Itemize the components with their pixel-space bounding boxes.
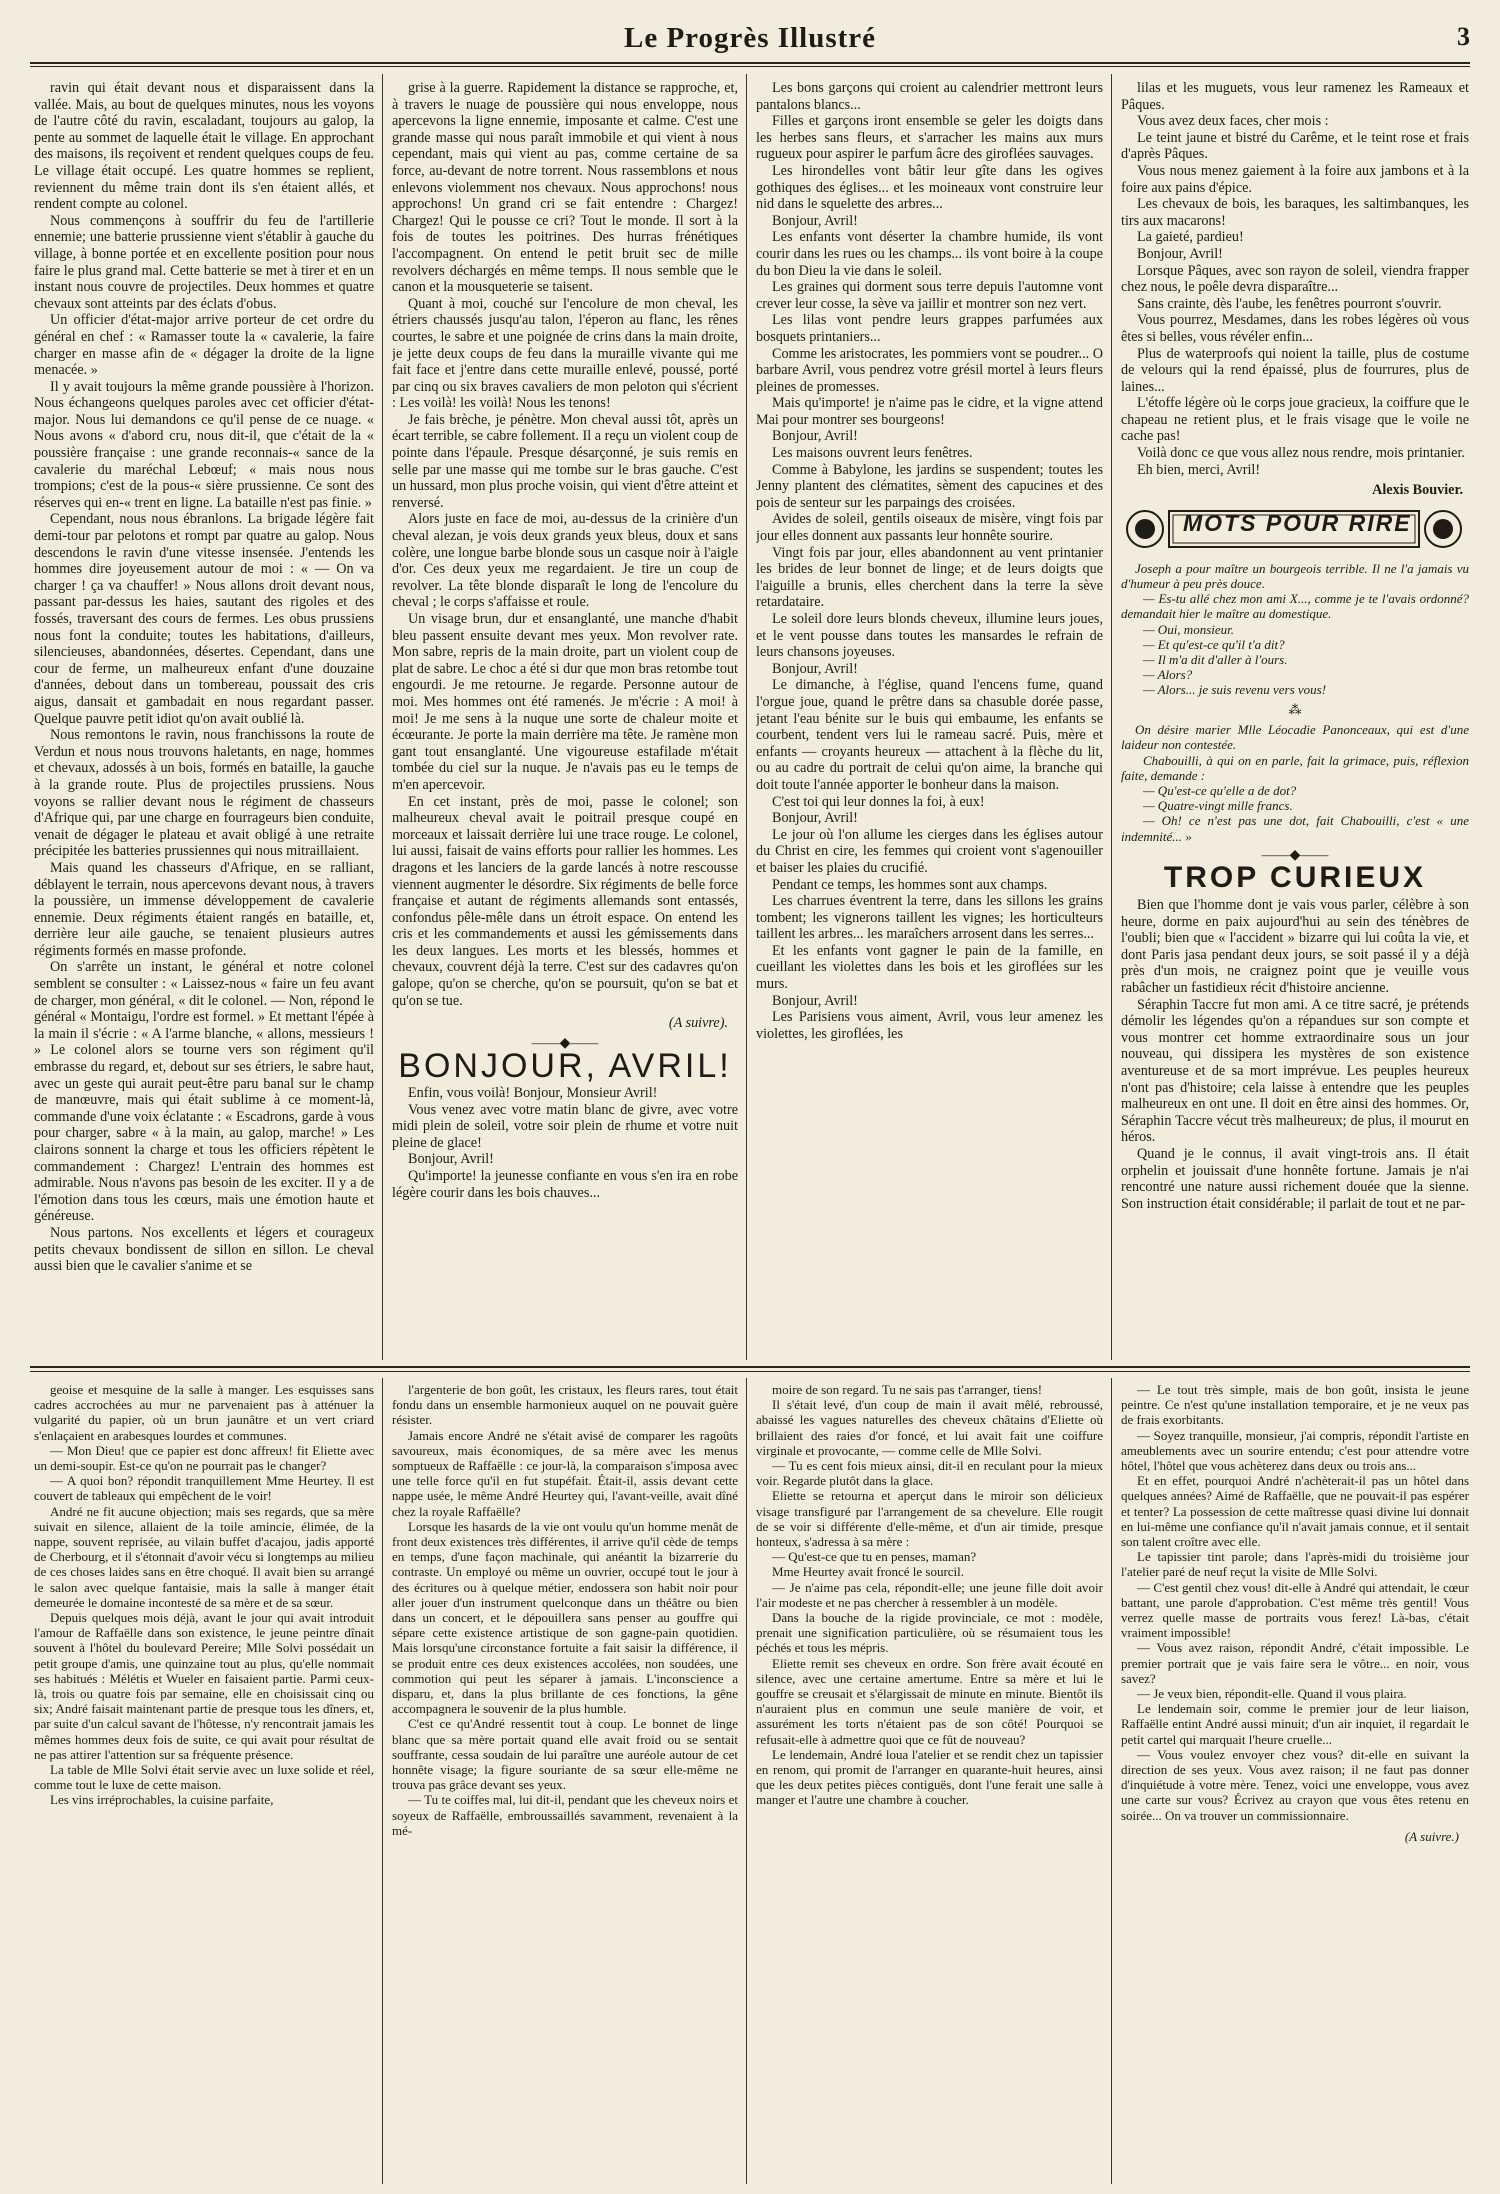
joke-line: — Et qu'est-ce qu'il t'a dit?: [1143, 636, 1285, 652]
ornament-icon: ——◆——: [531, 1035, 599, 1051]
joke-line: — Oh! ce n'est pas une dot, fait Chabouilli, c'est « une indemnité... »: [1121, 813, 1469, 844]
feuilleton-column-4: [1121, 1382, 1469, 2184]
paragraph: — Tu es cent fois mieux ainsi, dit-il en reculant pour la mieux voir. Regarde plutôt dans la glace.: [756, 1458, 1103, 1489]
paragraph: Vous pourrez, Mesdames, dans les robes légères où vous êtes si belles, vous révéler enfin...: [1121, 312, 1469, 345]
joke-line: — Quatre-vingt mille francs.: [1143, 798, 1293, 814]
paragraph: Je fais brèche, je pénètre. Mon cheval aussi tôt, après un écart terrible, se cabre follement. Il a reçu un violent coup de pointe dans l'épaule. Presque désarçonné, je suis remis en selle par une masse qui me tombe sur le bras gauche. C'est un hussard, mon plus proche voisin, qui vient d'être atteint et renversé.: [392, 411, 738, 511]
ornament-icon: ——◆——: [1261, 847, 1329, 863]
paragraph: — Le tout très simple, mais de bon goût, insista le jeune peintre. Ce n'est qu'une installation temporaire, et je ne veux pas de frais exorbitants.: [1121, 1382, 1469, 1428]
paragraph: L'étoffe légère où le corps joue gracieux, la coiffure que le chapeau ne retient plus, et le frais visage que le voile ne cache pas!: [1121, 395, 1469, 445]
mots-pour-rire-banner: [1121, 505, 1469, 553]
paragraph: Le tapissier tint parole; dans l'après-midi du troisième jour l'atelier paré de neuf reçut la visite de Mlle Solvi.: [1121, 1549, 1469, 1580]
paragraph: Jamais encore André ne s'était avisé de comparer les ragoûts savoureux, mais économiques, de sa mère avec les menus somptueux de Raffaëlle : ce jour-là, la comparaison s'imposa avec une telle force qu'il en fut stupéfait. Était-il, assis devant cette nappe usée, le même André Heurtey qui, l'avant-veille, avait dîné chez la royale Raffaëlle?: [392, 1427, 738, 1519]
paragraph: — Soyez tranquille, monsieur, j'ai compris, répondit l'artiste en ameublements avec un sourire entendu; c'est pour attendre votre hôtel, l'hôtel que vous achèterez dans deux ou trois ans...: [1121, 1427, 1469, 1474]
feuilleton-column-1: [34, 1382, 374, 2184]
column-serial-2: [392, 80, 738, 1358]
paragraph: Voilà donc ce que vous allez nous rendre, mois printanier.: [1137, 445, 1465, 462]
paragraph: Bonjour, Avril!: [772, 212, 858, 229]
separator-stars-icon: ⁂: [1288, 701, 1302, 717]
paragraph: Les Parisiens vous aiment, Avril, vous leur amenez les violettes, les giroflées, les: [756, 1009, 1103, 1042]
paragraph: Les charrues éventrent la terre, dans les sillons les grains tombent; les vignerons taillent les vignes; les horticulteurs taillent les arbres... les maraîchers arrosent dans les serres...: [756, 893, 1103, 943]
paragraph: Depuis quelques mois déjà, avant le jour qui avait introduit l'amour de Raffaëlle dans son existence, le jeune peintre dînait souvent à l'hôtel du boulevard Pereire; Mlle Solvi possédait un petit groupe d'amis, une quinzaine tout au plus, qu'elle nommait ses habitués : Mélétis et Wueler en faisaient partie. Parmi ceux-là, trois ou quatre fois par semaine, elle en choisissait cinq ou six; André faisait maintenant partie de presque tous les dîners, et, par suite d'un calcul savant de l'hôtesse, n'y rencontrait jamais les mêmes hommes deux fois de suite, ce qui avait pour résultat de ne pas attirer l'attention sur sa fréquente présence.: [34, 1610, 374, 1762]
paragraph: Comme à Babylone, les jardins se suspendent; toutes les Jenny plantent des clématites, sèment des capucines et des pois de senteur sur les parpaings des croisées.: [756, 461, 1103, 511]
paragraph: On s'arrête un instant, le général et notre colonel semblent se consulter : « Laissez-nous « faire un feu avant de charger, mon général, « dit le colonel. — Non, répond le général « Montaigu, l'ordre est formel. » Et mettant l'épée à la main il s'écrie : « A l'arme blanche, « allons, messieurs ! » Le colonel alors se tourne vers son régiment qu'il embrasse du regard, et, debout sur ses étriers, le sabre haut, avec un geste qui aurait peut-être paru banal sur le champ de manœuvre, mais qui était sublime à ce moment-là, commande d'une voix éclatante : « Escadrons, garde à vous pour charger, sabre « à la main, au galop, marche! » Les clairons sonnent la charge et tous les officiers répètent le commandement : Chargez! L'entrain des hommes est admirable. Nous n'avons pas besoin de les exciter. Il y a de l'émotion dans tous les cœurs, mais une émotion haute et généreuse.: [34, 959, 374, 1225]
feuilleton-column-2: [392, 1382, 738, 2184]
paragraph: Eh bien, merci, Avril!: [1137, 461, 1261, 478]
paragraph: Le lendemain soir, comme le premier jour de leur liaison, Raffaëlle entint André aussi minuit; d'un air inquiet, il regardait le petit cartel qui marquait l'heure cruelle...: [1121, 1701, 1469, 1747]
paragraph: — Vous voulez envoyer chez vous? dit-elle en suivant la direction de ses yeux. Vous avez raison; il ne faut pas donner d'inquiétude à votre mère. Tenez, voici une enveloppe, vous avez une carte sur vous? Écrivez au crayon que vous êtes retenu en soirée... On va trouver un commissionnaire.: [1121, 1746, 1469, 1823]
column-rule: [1111, 1378, 1112, 2184]
paragraph: Vous avez deux faces, cher mois :: [1137, 113, 1329, 130]
section-rule-thin: [30, 1371, 1470, 1372]
paragraph: Les chevaux de bois, les baraques, les saltimbanques, les tirs aux macarons!: [1121, 196, 1469, 229]
joke-line: Joseph a pour maître un bourgeois terrible. Il ne l'a jamais vu d'humeur à peu près douce.: [1121, 560, 1469, 592]
paragraph: Vous venez avec votre matin blanc de givre, avec votre midi plein de soleil, votre soir plein de rhume et votre nuit pleine de glace!: [392, 1101, 738, 1151]
paragraph: Lorsque Pâques, avec son rayon de soleil, viendra frapper chez nous, le poêle devra disparaître...: [1121, 262, 1469, 296]
paragraph: Un visage brun, dur et ensanglanté, une manche d'habit bleu passent ensuite devant mes yeux. Mon revolver rate. Mon sabre, repris de la main droite, part un violent coup de plat de sabre. Le choc a été si dur que mon bras retombe tout engourdi. Je me retourne. Je regarde. Personne autour de moi. Mes hommes ont été ramenés. Je m'écrie : A moi! à moi! Je me sens à la nuque une sorte de chaleur moite et écœurante. Je porte la main derrière ma tête. Je ramène mon gant tout ensanglanté. Une vigoureuse estafilade m'était tombée du ciel sur la nuque. Je n'avais pas eu le temps de m'en apercevoir.: [392, 611, 738, 793]
paragraph: — Tu te coiffes mal, lui dit-il, pendant que les cheveux noirs et soyeux de Raffaëlle, embroussaillés savamment, revenaient à la mé-: [392, 1792, 738, 1838]
paragraph: geoise et mesquine de la salle à manger. Les esquisses sans cadres accrochées au mur ne parvenaient pas à atténuer la vulgarité du papier, où un brun jaunâtre et un vert criard s'enlaçaient en arabesques lourdes et communes.: [34, 1382, 374, 1443]
paragraph: — Mon Dieu! que ce papier est donc affreux! fit Eliette avec un demi-soupir. Est-ce qu'on ne pourrait pas le changer?: [34, 1442, 374, 1474]
column-rule: [746, 1378, 747, 2184]
paragraph: André ne fit aucune objection; mais ses regards, que sa mère suivait en silence, allaient de la toile amincie, élimée, de la nappe, souvent reprisée, au vilain buffet d'acajou, jadis apporté de Cherbourg, et il s'étonnait d'avoir vécu si longtemps au milieu de ces choses laides sans en être choqué. Il avait bien su arrangé le salon avec quelque fantaisie, mais la salle à manger était demeurée le domaine incontesté de sa mère et de sa sœur.: [34, 1503, 374, 1610]
paragraph: Mais qu'importe! je n'aime pas le cidre, et la vigne attend Mai pour montrer ses bourgeons!: [756, 395, 1103, 428]
article-title-avril: BONJOUR, AVRIL!: [398, 1047, 732, 1086]
joke-line: Chabouilli, à qui on en parle, fait la grimace, puis, réflexion faite, demande :: [1121, 752, 1469, 783]
column-rule: [382, 74, 383, 1360]
paragraph: grise à la guerre. Rapidement la distance se rapproche, et, à travers le nuage de poussière qui nous enveloppe, nous apercevons la ligne ennemie, imposante et calme. C'est une grande masse qui nous paraît immobile et qui vient à nous cependant, mais qui vient au pas, comme certaine de sa force, au-devant de notre torrent. Nous rassemblons et nous enlevons violemment nos chevaux. Nous approchons! nous approchons! Un grand cri se fait entendre : Chargez! Chargez! Qui le pousse ce cri? Tout le monde. Il sort à la fois de toutes les poitrines. Des hurras frénétiques l'accompagnent. On entend le petit bruit sec de mille revolvers déchargés en même temps. Il nous semble que le canon et la mousqueterie se taisent.: [392, 80, 738, 296]
serial-continued: (A suivre).: [668, 1015, 728, 1032]
paragraph: Bonjour, Avril!: [772, 660, 858, 677]
paragraph: Bonjour, Avril!: [1137, 245, 1223, 262]
paragraph: Vingt fois par jour, elles abandonnent au vent printanier les brides de leur bonnet de linge; et de leurs doigts que l'aiguille a brunis, elles cherchent dans la terre la sève retardataire.: [756, 544, 1103, 611]
paragraph: La table de Mlle Solvi était servie avec un luxe solide et réel, comme tout le luxe de cette maison.: [34, 1762, 374, 1793]
paragraph: La gaieté, pardieu!: [1137, 229, 1244, 246]
paragraph: C'est ce qu'André ressentit tout à coup. Le bonnet de linge blanc que sa mère portait quand elle avait froid ou se sentait souffrante, cessa soudain de lui paraître une auréole autour de cet honnête visage; la figure souriante de sa sœur elle-même ne trouva pas grâce devant ses yeux.: [392, 1716, 738, 1793]
paragraph: Plus de waterproofs qui noient la taille, plus de costume de velours qui la rend épaissé, plus de fourrures, plus de laines...: [1121, 345, 1469, 395]
paragraph: Le soleil dore leurs blonds cheveux, illumine leurs joues, et le vent pousse dans toutes les mansardes le refrain de leurs chansons joyeuses.: [756, 611, 1103, 661]
page-number: 3: [1457, 22, 1470, 51]
paragraph: Pendant ce temps, les hommes sont aux champs.: [772, 876, 1048, 893]
column-rule: [1111, 74, 1112, 1360]
paragraph: Les enfants vont déserter la chambre humide, ils vont courir dans les rues ou les champs... ils vont boire à la coupe du bon Dieu la vie dans le soleil.: [756, 229, 1103, 279]
header-rule-thin: [30, 66, 1470, 67]
paragraph: Vous nous menez gaiement à la foire aux jambons et à la foire aux pains d'épice.: [1121, 162, 1469, 196]
paragraph: — Je n'aime pas cela, répondit-elle; une jeune fille doit avoir l'air modeste et ne pas chercher à ressembler à un modèle.: [756, 1579, 1103, 1610]
joke-line: On désire marier Mlle Léocadie Panonceaux, qui est d'une laideur non contestée.: [1121, 722, 1469, 753]
column-avril-continued: [756, 80, 1103, 1358]
header-rule: [30, 62, 1470, 64]
feuilleton-column-3: [756, 1382, 1103, 2184]
section-rule: [30, 1366, 1470, 1368]
paragraph: Lorsque les hasards de la vie ont voulu qu'un homme menât de front deux existences très différentes, il arrive qu'il cède de temps en temps, d'une façon machinale, qui anéantit la bizarrerie du contraste. Un employé ou même un ouvrier, occupé tout le jour à des écritures ou à quelque métier, endossera son habit noir pour aller jouer d'un instrument quelconque dans un théâtre ou bien dans un concert, et le dépouillera sans penser au gouffre qui sépare cette existence artistique de son gagne-pain quotidien. Mais lorsqu'une circonstance fortuite a fait saisir la différence, il se produit entre ces deux existences accolées, non soudées, une commotion qui peut les séparer à jamais. L'inconscience a disparu, et, dans la plus brillante de ces fonctions, la gêne accompagnera le souvenir de la plus humble.: [392, 1518, 738, 1717]
column-right: [1121, 80, 1469, 1358]
paragraph: — Je veux bien, répondit-elle. Quand il vous plaira.: [1137, 1686, 1407, 1702]
paragraph: Les maisons ouvrent leurs fenêtres.: [772, 445, 973, 462]
paragraph: Le lendemain, André loua l'atelier et se rendit chez un tapissier en renom, qui promit de l'arranger en quarante-huit heures, ainsi que les deux petites pièces contiguës, dont l'une ferait une salle à manger et l'autre une chambre à coucher.: [756, 1746, 1103, 1808]
paragraph: Cependant, nous nous ébranlons. La brigade légère fait demi-tour par pelotons et rompt par quatre au galop. Nous descendons le ravin d'une vitesse insensée. J'entends les hommes dire joyeusement autour de moi : « — On va charger ! ça va chauffer! » Nous allons droit devant nous, passant par-dessus les haies, sautant des rigoles et des fossés, traversant des cours de fermes. Les obus prussiens nous font la conduite; toutes les habitations, d'ailleurs, silencieuses, abandonnées, désertes. Cependant, dans une cour de ferme, un malheureux enfant d'une douzaine d'années, debout dans un tombereau, poussait des cris aigus, dansait et gambadait en nous regardant passer. Quelque pauvre petit idiot qu'on avait oublié là.: [34, 511, 374, 727]
paragraph: Bonjour, Avril!: [772, 992, 858, 1009]
paragraph: Séraphin Taccre fut mon ami. A ce titre sacré, je prétends démolir les légendes qu'on a répandues sur son compte et vous montrer cet homme extraordinaire sous un jour nouveau, qui dissipera les mystères de son existence aventureuse et de sa mort imprévue. Les peuples heureux n'ont pas d'histoire; cela laisse à entendre que les peuples malheureux en ont une. Il doit en être ainsi des hommes. Or, Séraphin Taccre vécut très malheureux; de plus, il mourut en héros.: [1121, 996, 1469, 1146]
paragraph: Il y avait toujours la même grande poussière à l'horizon. Nous échangeons quelques paroles avec cet officier d'état-major. Nous lui demandons ce qu'il pense de ce nuage. « Nous avons « d'abord cru, nous dit-il, que c'était de la « poussière française : une grande reconnais-« sance de la cavalerie du maréchal Lebœuf; « mais nous nous trompions; c'est de la pous-« sière prussienne. Ce sont des réserves qui en-« trent en ligne. La bataille n'est pas finie. »: [34, 378, 374, 511]
paragraph: Le teint jaune et bistré du Carême, et le teint rose et frais d'après Pâques.: [1121, 129, 1469, 163]
paragraph: Les hirondelles vont bâtir leur gîte dans les ogives gothiques des églises... et les moineaux vont construire leur nid dans le squelette des arbres...: [756, 162, 1103, 213]
paragraph: Il s'était levé, d'un coup de main il avait mêlé, rebroussé, abaissé les vagues naturelles des cheveux châtains d'Eliette où brillaient des raies d'or foncé, et lui avait fait une coiffure virginale et provocante, — comme celle de Mlle Solvi.: [756, 1397, 1103, 1458]
paragraph: Mais quand les chasseurs d'Afrique, en se ralliant, déblayent le terrain, nous apercevons devant nous, à travers la poussière, un immense développement de cavalerie ennemie. Deux régiments étaient rangés en bataille, et, derrière leur aile gauche, se tenaient plusieurs autres régiments formés en masse profonde.: [34, 859, 374, 959]
joke-line: — Qu'est-ce qu'elle a de dot?: [1143, 783, 1297, 799]
paragraph: Le dimanche, à l'église, quand l'encens fume, quand l'orgue joue, quand le prêtre dans sa chasuble dorée passe, jetant l'eau bénite sur le buis qui embaume, les enfants se courbent, tendent vers lui le rameau sacré. Puis, mère et enfants — croyants heureux — attachent à la flèche du lit, ou au cadre du portrait de celui qu'on aime, la branche qui doit toute l'année apporter le bonheur dans la maison.: [756, 677, 1103, 793]
paragraph: Avides de soleil, gentils oiseaux de misère, vingt fois par jour elles donnent aux passants leur honnête sourire.: [756, 511, 1103, 545]
paragraph: Quand je le connus, il avait vingt-trois ans. Il était orphelin et jouissait d'une honnête fortune. Jamais je n'ai rencontré une nature aussi richement douée que la sienne. Son instruction était considérable; il parlait de tout et ne par-: [1121, 1145, 1469, 1212]
paragraph: Et en effet, pourquoi André n'achèterait-il pas un hôtel dans quelques années? Aimé de Raffaëlle, que ne pouvait-il pas espérer et tenter? La possession de cette maîtresse quasi divine lui donnait en lui-même une confiance qu'il n'avait jamais connue, et il sentait son talent croître avec elle.: [1121, 1473, 1469, 1550]
mots-pour-rire-title: MOTS POUR RIRE: [1183, 509, 1412, 536]
paragraph: Mme Heurtey avait froncé le sourcil.: [772, 1564, 965, 1580]
paragraph: Alors juste en face de moi, au-dessus de la crinière d'un cheval alezan, je vois deux grands yeux bleus, doux et sans colère, une longue barbe blonde sous un casque noir à l'aigle d'or. Ces deux yeux me regardaient. Je tire un coup de revolver. La tête blonde disparaît le long de l'encolure du cheval ; le corps s'affaisse et roule.: [392, 511, 738, 611]
paragraph: — Vous avez raison, répondit André, c'était impossible. Le premier portrait que je vais faire sera le vôtre... en noir, vous savez?: [1121, 1640, 1469, 1686]
paragraph: Bonjour, Avril!: [408, 1151, 494, 1168]
paragraph: Le jour où l'on allume les cierges dans les églises autour du Christ en cire, les femmes qui croient vont s'agenouiller et baiser les plaies du crucifié.: [756, 826, 1103, 876]
paragraph: Qu'importe! la jeunesse confiante en vous s'en ira en robe légère courir dans les bois chauves...: [392, 1168, 738, 1201]
paragraph: Filles et garçons iront ensemble se geler les doigts dans les herbes sans fleurs, et s'arracher les mains aux murs rugueux pour aspirer le parfum âcre des giroflées sauvages.: [756, 113, 1103, 163]
joke-line: — Il m'a dit d'aller à l'ours.: [1143, 652, 1288, 668]
newspaper-title: Le Progrès Illustré: [623, 22, 877, 54]
paragraph: Nous commençons à souffrir du feu de l'artillerie ennemie; une batterie prussienne vient s'établir à gauche du village, à bonne portée et en excellente position pour nous faire le plus grand mal. Cette batterie se met à tirer et en un instant nous couvre de projectiles. Deux hommes et quatre chevaux sont atteints par des éclats d'obus.: [34, 212, 374, 312]
paragraph: Nous remontons le ravin, nous franchissons la route de Verdun et nous nous trouvons haletants, en nage, hommes et chevaux, adossés à un bois, formés en bataille, la gauche à la grande route. Plus de projectiles prussiens. Nous voyons se rallier devant nous le régiment de chasseurs d'Afrique qui, par une charge en fourrageurs bien conduite, venait de dégager le plateau et avait obligé à une retraite précipitée les batteries prussiennes qui nous mitraillaient.: [34, 727, 374, 860]
paragraph: Bien que l'homme dont je vais vous parler, célèbre à son heure, dorme en paix aujourd'hui au sein des ténèbres de l'oubli; bien que « l'accident » bizarre qui lui coûta la vie, et dont Paris jasa pendant deux jours, se soit passé il y a déjà près d'un mois, ne craignez point que je veuille vous rabâcher un fastidieux récit d'histoire ancienne.: [1121, 897, 1469, 997]
paragraph: Les bons garçons qui croient au calendrier mettront leurs pantalons blancs...: [756, 80, 1103, 113]
paragraph: moire de son regard. Tu ne sais pas t'arranger, tiens!: [772, 1382, 1043, 1397]
paragraph: — C'est gentil chez vous! dit-elle à André qui attendait, le cœur battant, une parole d'approbation. C'est même très gentil! Vous verrez quelle masse de portraits vous ferez! Là-bas, c'était vraiment impossible!: [1121, 1579, 1469, 1641]
paragraph: Eliette remit ses cheveux en ordre. Son frère avait écouté en silence, avec une certaine amertume. Entre sa mère et lui le gouffre se creusait et s'élargissait de minute en minute. Bientôt ils n'auraient plus en commun une seule manière de voir, et assurément les torts n'étaient pas de son côté! Pourquoi se refusait-elle à admettre quoi que ce fût de nouveau?: [756, 1655, 1103, 1747]
paragraph: En cet instant, près de moi, passe le colonel; son malheureux cheval avait le poitrail presque coupé en morceaux et laissait derrière lui une trace rouge. Le colonel, lui aussi, faisait de vains efforts pour rallier les hommes. Les dragons et les lanciers de la garde lancés à notre rescousse viennent augmenter le désordre. Six régiments de belle force française et autant de régiments allemands sont entassés, confondus pêle-mêle dans un étroit espace. On entend les cris et les commandements et aussi les gémissements dans les deux langues. Les morts et les blessés, hommes et chevaux, couvrent déjà la terre. C'est sur des cadavres qu'on galope, qu'on se cherche, qu'on se poursuit, qu'on se bat et qu'on se tue.: [392, 793, 738, 1009]
author-signature: Alexis Bouvier.: [1372, 482, 1463, 499]
paragraph: Eliette se retourna et aperçut dans le miroir son délicieux visage transfiguré par l'arrangement de sa chevelure. Elle rougit de se voir si différente d'elle-même, et d'un air timide, presque honteux, s'adressa à sa mère :: [756, 1488, 1103, 1550]
joke-line: — Es-tu allé chez mon ami X..., comme je te l'avais ordonné? demandait hier le maître au domestique.: [1121, 591, 1469, 622]
joke-line: — Oui, monsieur.: [1143, 621, 1235, 637]
column-serial-1: [34, 80, 374, 1358]
paragraph: Les lilas vont pendre leurs grappes parfumées aux bosquets printaniers...: [756, 312, 1103, 345]
paragraph: Bonjour, Avril!: [772, 810, 858, 827]
joke-line: — Alors?: [1143, 667, 1193, 683]
paragraph: Enfin, vous voilà! Bonjour, Monsieur Avril!: [408, 1085, 658, 1102]
paragraph: l'argenterie de bon goût, les cristaux, les fleurs rares, tout était fondu dans un ensemble harmonieux auquel on ne pouvait guère résister.: [392, 1382, 738, 1428]
paragraph: Dans la bouche de la rigide provinciale, ce mot : modèle, prenait une signification particulière, où se résumaient tous les péchés et tous les mépris.: [756, 1610, 1103, 1656]
paragraph: Quant à moi, couché sur l'encolure de mon cheval, les étriers chaussés jusqu'au talon, l'éperon au flanc, les rênes courtes, le sabre et une poignée de crins dans la main droite, je jette deux coups de feu dans la muraille vivante qui me fait face et j'entre dans cette muraille enlevé, poussé, porté par cinq ou six braves cavaliers de mon peloton qui s'écrient : Les voilà! les voilà! Nous les tenons!: [392, 295, 738, 412]
paragraph: Et les enfants vont gagner le pain de la famille, en cueillant les violettes dans les bois et les giroflées sur les murs.: [756, 942, 1103, 993]
paragraph: lilas et les muguets, vous leur ramenez les Rameaux et Pâques.: [1121, 80, 1469, 113]
column-rule: [382, 1378, 383, 2184]
joke-line: — Alors... je suis revenu vers vous!: [1143, 682, 1327, 698]
paragraph: Sans crainte, dès l'aube, les fenêtres pourront s'ouvrir.: [1137, 295, 1442, 312]
page-header: [30, 22, 1470, 58]
paragraph: Bonjour, Avril!: [772, 428, 858, 445]
article-title-trop-curieux: TROP CURIEUX: [1163, 861, 1427, 895]
paragraph: C'est toi qui leur donnes la foi, à eux!: [772, 793, 985, 810]
paragraph: ravin qui était devant nous et disparaissent dans la vallée. Mais, au bout de quelques minutes, nous les voyons de l'autre côté du ravin, escaladant, toujours au galop, la pente au sommet de laquelle était le village. En approchant des maisons, ils reçoivent et rendent quelques coups de feu. Le village était occupé. Les quatre hommes se replient, reviennent du même train dont ils s'en étaient allés, et rendent compte au colonel.: [34, 80, 374, 213]
paragraph: Les graines qui dorment sous terre depuis l'automne vont crever leur cosse, la sève va jaillir et montrer son nez vert.: [756, 279, 1103, 312]
column-rule: [746, 74, 747, 1360]
paragraph: Comme les aristocrates, les pommiers vont se poudrer... O barbare Avril, vous pendrez votre grésil mortel à leurs fleurs pleines de promesses.: [756, 345, 1103, 395]
paragraph: Un officier d'état-major arrive porteur de cet ordre du général en chef : « Ramasser toute la « cavalerie, la faire charger en masse afin de « dégager la droite de la ligne menacée. »: [34, 312, 374, 379]
paragraph: Les vins irréprochables, la cuisine parfaite,: [50, 1792, 274, 1808]
paragraph: — A quoi bon? répondit tranquillement Mme Heurtey. Il est couvert de tableaux qui empêchent de le voir!: [34, 1473, 374, 1504]
paragraph: Nous partons. Nos excellents et légers et courageux petits chevaux bondissent de sillon en sillon. Le cheval aussi bien que le cavalier s'anime et se: [34, 1224, 374, 1275]
paragraph: — Qu'est-ce que tu en penses, maman?: [772, 1549, 977, 1565]
feuilleton-continued: (A suivre.): [1404, 1828, 1459, 1844]
